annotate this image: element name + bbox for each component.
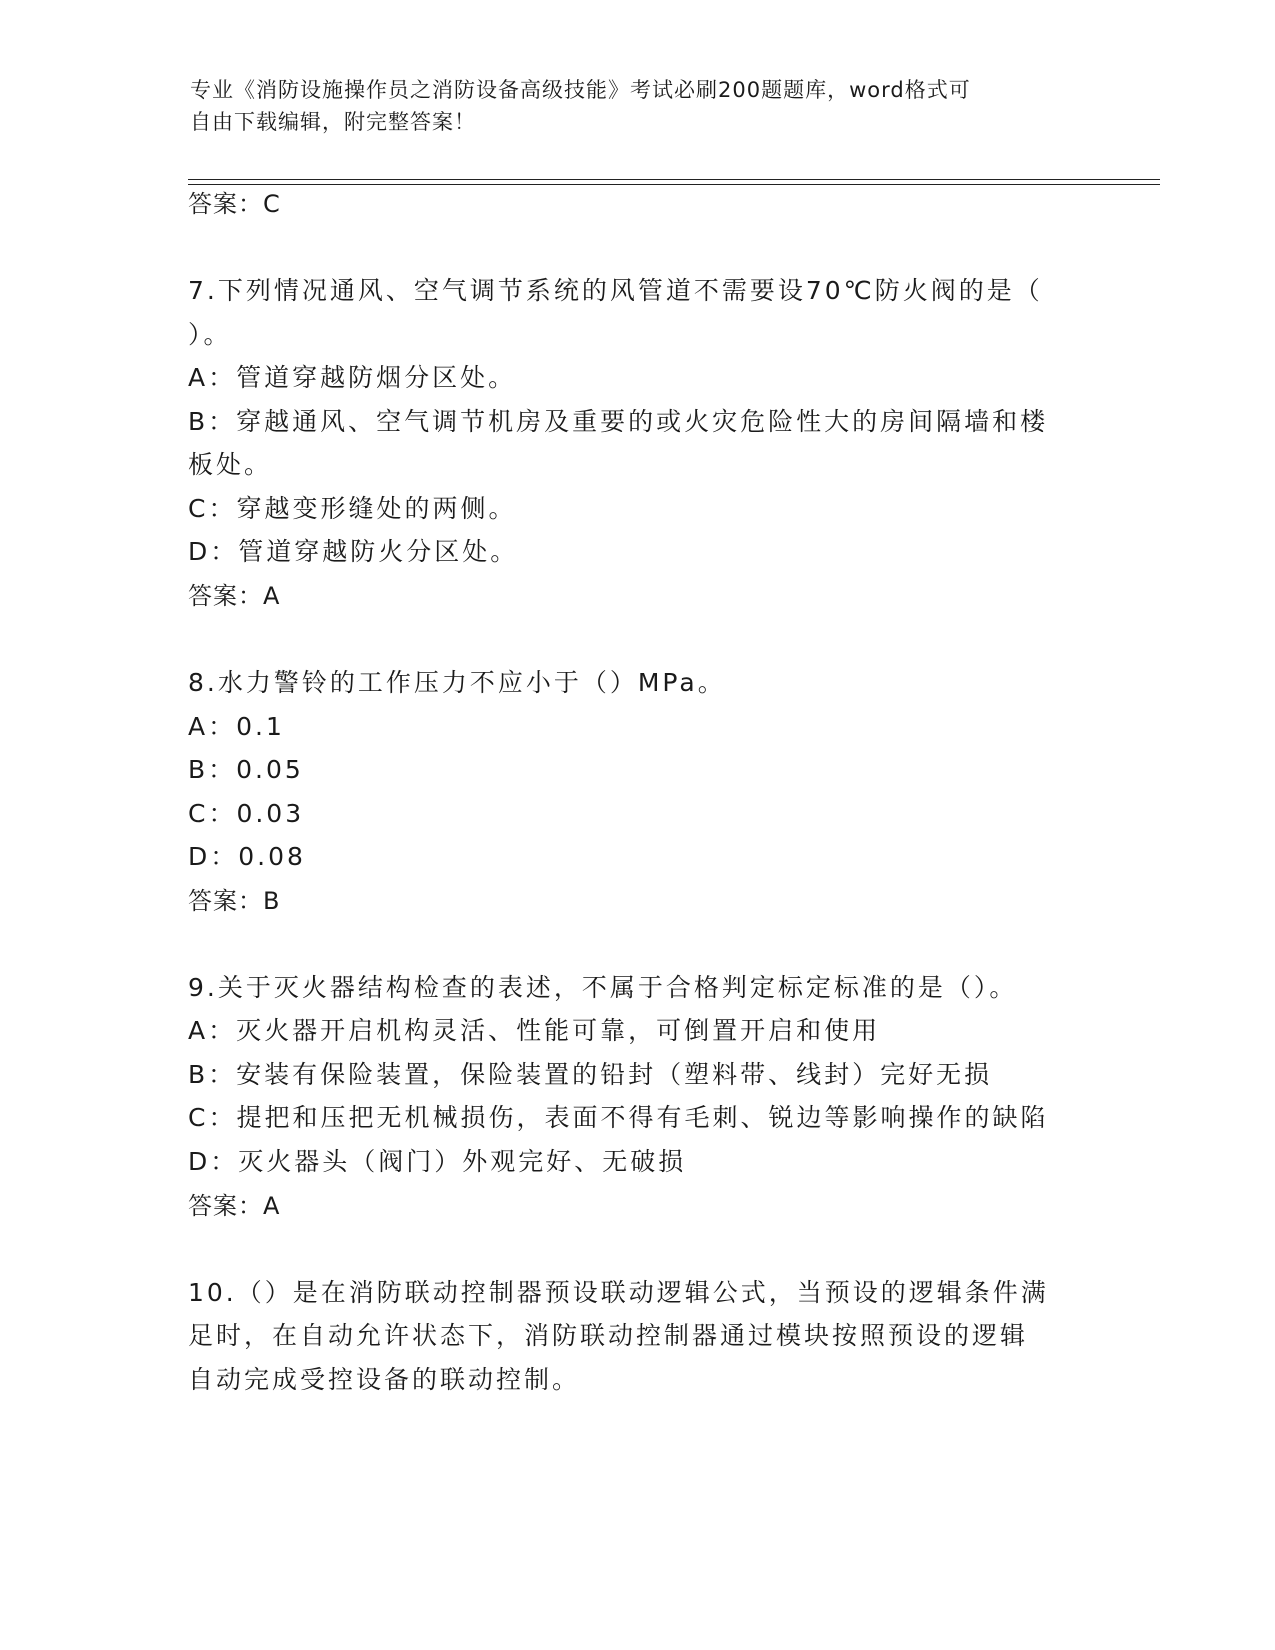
q7-option-d: D：管道穿越防火分区处。 xyxy=(188,537,519,566)
q7-option-a: A：管道穿越防烟分区处。 xyxy=(188,363,517,392)
header-line-1: 专业《消防设施操作员之消防设备高级技能》考试必刷200题题库，word格式可 xyxy=(190,78,971,102)
q8-option-b: B：0.05 xyxy=(188,755,304,784)
q7-answer: 答案：A xyxy=(188,582,281,610)
q9-stem: 9.关于灭火器结构检查的表述，不属于合格判定标定标准的是（）。 xyxy=(188,973,1018,1002)
q7-stem-line-2: ）。 xyxy=(188,320,232,349)
q9-option-b: B：安装有保险装置，保险装置的铅封（塑料带、线封）完好无损 xyxy=(188,1060,993,1089)
q8-option-c: C：0.03 xyxy=(188,799,305,828)
q10-stem-line-3: 自动完成受控设备的联动控制。 xyxy=(188,1365,581,1394)
q10-stem-line-1: 10.（）是在消防联动控制器预设联动逻辑公式，当预设的逻辑条件满 xyxy=(188,1278,1049,1307)
header-line-2: 自由下载编辑，附完整答案！ xyxy=(190,110,476,134)
q9-option-a: A：灭火器开启机构灵活、性能可靠，可倒置开启和使用 xyxy=(188,1016,881,1045)
prev-answer: 答案：C xyxy=(188,190,281,218)
q7-option-c: C：穿越变形缝处的两侧。 xyxy=(188,494,517,523)
q8-option-d: D：0.08 xyxy=(188,842,306,871)
q10-stem-line-2: 足时，在自动允许状态下，消防联动控制器通过模块按照预设的逻辑 xyxy=(188,1321,1029,1350)
q7-stem-line-1: 7.下列情况通风、空气调节系统的风管道不需要设70℃防火阀的是（ xyxy=(188,276,1043,305)
q9-option-c: C：提把和压把无机械损伤，表面不得有毛刺、锐边等影响操作的缺陷 xyxy=(188,1103,1049,1132)
q9-answer: 答案：A xyxy=(188,1192,281,1220)
q7-option-b-line-1: B：穿越通风、空气调节机房及重要的或火灾危险性大的房间隔墙和楼 xyxy=(188,407,1049,436)
q9-option-d: D：灭火器头（阀门）外观完好、无破损 xyxy=(188,1147,687,1176)
q8-stem: 8.水力警铃的工作压力不应小于（）MPa。 xyxy=(188,668,726,697)
header-rule-top xyxy=(188,179,1160,180)
header-rule-bottom xyxy=(188,184,1160,185)
q7-option-b-line-2: 板处。 xyxy=(188,450,273,479)
page-header xyxy=(190,74,1070,138)
q8-option-a: A：0.1 xyxy=(188,712,285,741)
q8-answer: 答案：B xyxy=(188,887,281,915)
